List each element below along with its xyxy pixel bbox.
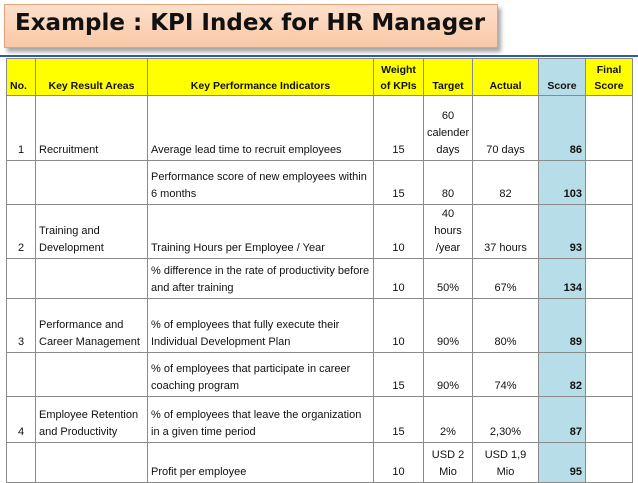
cell-no [7, 353, 36, 397]
cell-kpi: % of employees that leave the organization in a given time period [148, 397, 374, 443]
cell-final-score [586, 259, 633, 299]
header-weight-line1: Weight [381, 64, 416, 76]
cell-score: 82 [539, 353, 586, 397]
cell-kra: Performance and Career Management [36, 299, 148, 353]
table-row [7, 96, 633, 161]
cell-kpi: % of employees that fully execute their Individual Development Plan [148, 299, 374, 353]
table-row [7, 259, 633, 299]
cell-weight: 15 [374, 397, 424, 443]
cell-no: 3 [7, 299, 36, 353]
table-header-row [7, 59, 633, 96]
cell-no [7, 443, 36, 483]
title-box [4, 4, 498, 48]
header-rule [0, 55, 638, 57]
cell-kpi: Average lead time to recruit employees [148, 96, 374, 161]
cell-kra: Training and Development [36, 205, 148, 259]
cell-final-score [586, 443, 633, 483]
cell-kra [36, 443, 148, 483]
cell-no [7, 259, 36, 299]
cell-kra: Recruitment [36, 96, 148, 161]
cell-final-score [586, 205, 633, 259]
header-actual: Actual [473, 59, 539, 96]
table-row [7, 299, 633, 353]
cell-final-score [586, 353, 633, 397]
cell-score: 93 [539, 205, 586, 259]
cell-weight: 10 [374, 205, 424, 259]
kpi-table [6, 58, 633, 483]
cell-weight: 15 [374, 96, 424, 161]
cell-target: 50% [424, 259, 473, 299]
cell-kpi: % difference in the rate of productivity before and after training [148, 259, 374, 299]
cell-kra [36, 353, 148, 397]
cell-actual: 37 hours [473, 205, 539, 259]
cell-score: 103 [539, 161, 586, 205]
cell-kra: Employee Retention and Productivity [36, 397, 148, 443]
cell-no: 4 [7, 397, 36, 443]
cell-target: 80 [424, 161, 473, 205]
header-final-line1: Final [596, 64, 622, 76]
cell-kpi: Performance score of new employees within 6 months [148, 161, 374, 205]
cell-actual: 80% [473, 299, 539, 353]
header-key-performance-indicators: Key Performance Indicators [148, 59, 374, 96]
table-row [7, 443, 633, 483]
cell-kpi: % of employees that participate in career coaching program [148, 353, 374, 397]
cell-no: 1 [7, 96, 36, 161]
cell-target: 60 calender days [424, 96, 473, 161]
header-key-result-areas: Key Result Areas [36, 59, 148, 96]
cell-score: 95 [539, 443, 586, 483]
header-score: Score [539, 59, 586, 96]
cell-weight: 10 [374, 299, 424, 353]
cell-weight: 10 [374, 443, 424, 483]
cell-final-score [586, 299, 633, 353]
table-row [7, 353, 633, 397]
cell-no [7, 161, 36, 205]
page-title: Example : KPI Index for HR Manager [15, 10, 486, 36]
cell-score: 134 [539, 259, 586, 299]
table-row [7, 161, 633, 205]
header-final-line2: Score [594, 80, 624, 92]
cell-score: 89 [539, 299, 586, 353]
cell-score: 87 [539, 397, 586, 443]
table-row [7, 397, 633, 443]
cell-score: 86 [539, 96, 586, 161]
cell-actual: 74% [473, 353, 539, 397]
cell-target: 2% [424, 397, 473, 443]
cell-target: 40 hours /year [424, 205, 473, 259]
cell-no: 2 [7, 205, 36, 259]
cell-actual: 2,30% [473, 397, 539, 443]
cell-final-score [586, 96, 633, 161]
header-final-score [586, 59, 633, 96]
cell-actual: USD 1,9 Mio [473, 443, 539, 483]
cell-actual: 82 [473, 161, 539, 205]
cell-final-score [586, 161, 633, 205]
cell-kra [36, 161, 148, 205]
cell-actual: 70 days [473, 96, 539, 161]
cell-kra [36, 259, 148, 299]
cell-actual: 67% [473, 259, 539, 299]
cell-target: USD 2 Mio [424, 443, 473, 483]
cell-target: 90% [424, 353, 473, 397]
header-weight [374, 59, 424, 96]
cell-weight: 15 [374, 353, 424, 397]
table-row [7, 205, 633, 259]
cell-kpi: Training Hours per Employee / Year [148, 205, 374, 259]
cell-final-score [586, 397, 633, 443]
header-target: Target [424, 59, 473, 96]
header-no: No. [7, 59, 36, 96]
cell-kpi: Profit per employee [148, 443, 374, 483]
cell-weight: 10 [374, 259, 424, 299]
cell-weight: 15 [374, 161, 424, 205]
header-weight-line2: of KPIs [380, 80, 417, 92]
cell-target: 90% [424, 299, 473, 353]
